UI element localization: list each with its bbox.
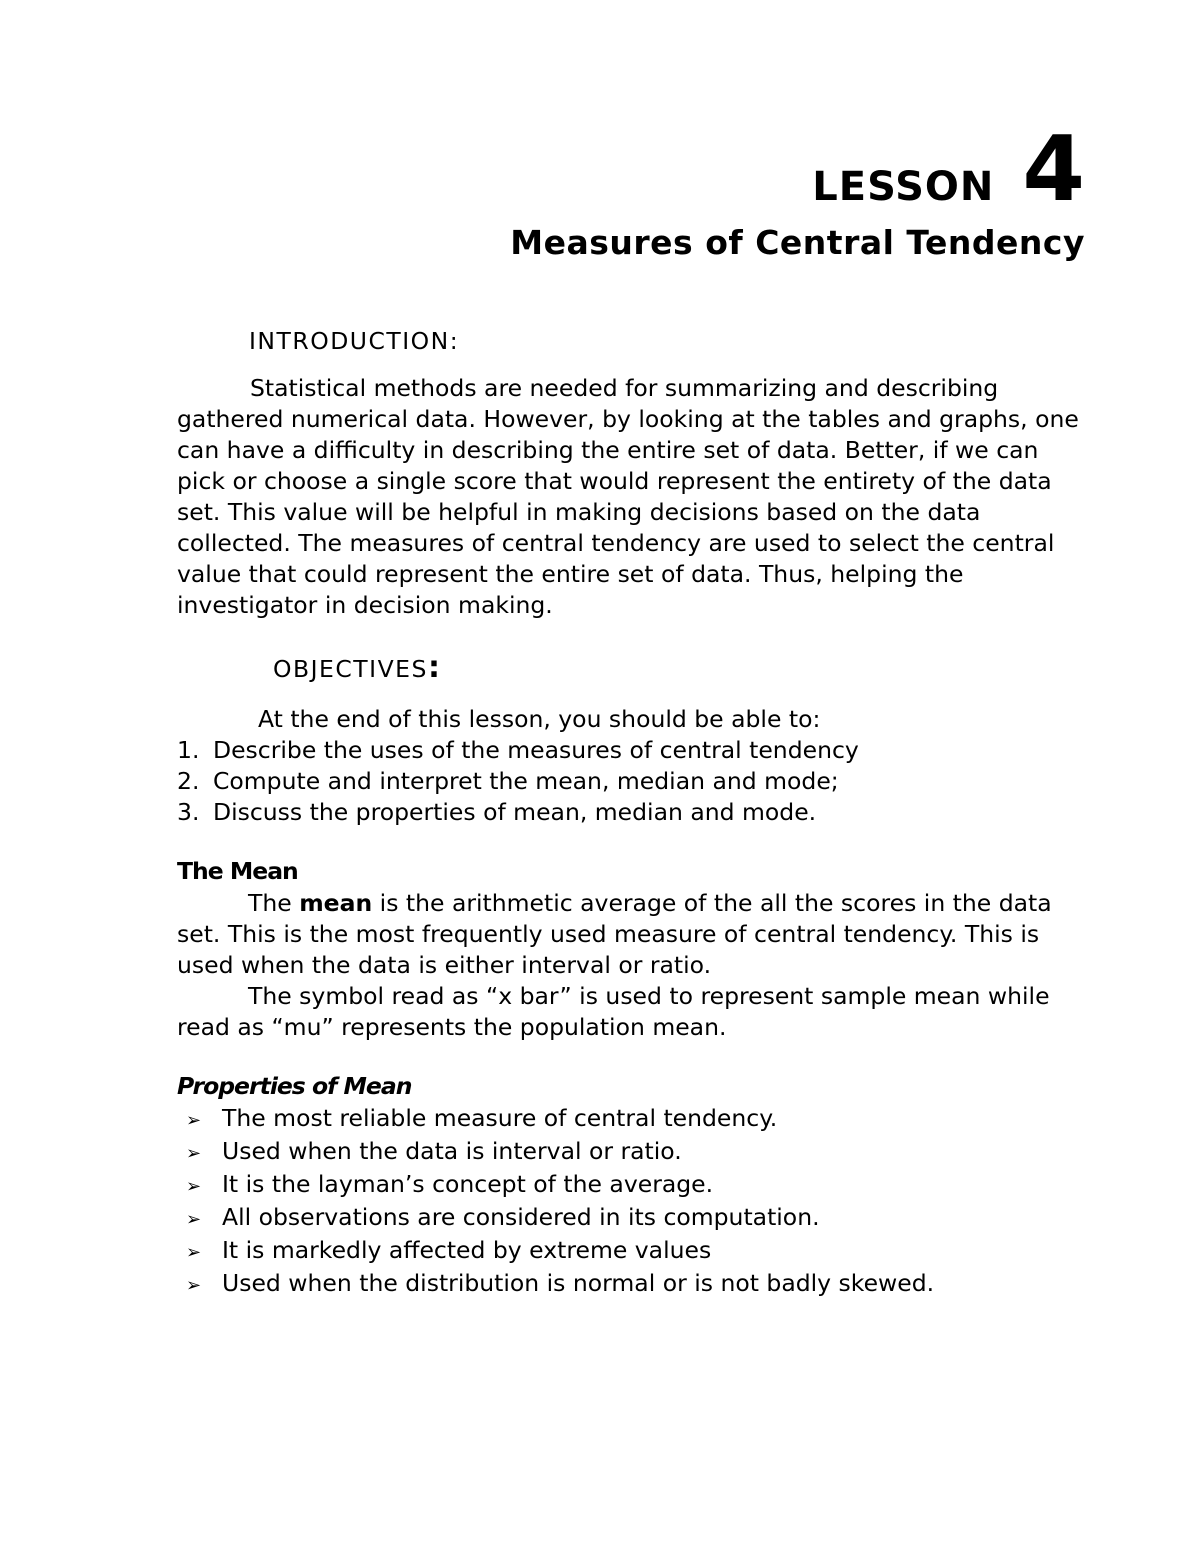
list-item-text: Used when the data is interval or ratio. bbox=[222, 1137, 682, 1165]
lesson-title-line bbox=[510, 117, 1085, 222]
objectives-heading-colon: : bbox=[427, 650, 442, 685]
list-item bbox=[186, 1136, 934, 1169]
list-item bbox=[186, 1235, 934, 1268]
list-item-text: Discuss the properties of mean, median and mode. bbox=[213, 798, 817, 826]
list-item-text: All observations are considered in its computation. bbox=[222, 1203, 820, 1231]
arrow-bullet-icon: ➢ bbox=[186, 1242, 202, 1263]
list-item bbox=[177, 766, 859, 797]
list-item bbox=[186, 1169, 934, 1202]
list-item bbox=[186, 1268, 934, 1301]
list-item-number: 1. bbox=[177, 736, 200, 764]
arrow-bullet-icon: ➢ bbox=[186, 1143, 202, 1164]
objectives-heading bbox=[273, 650, 441, 685]
list-item bbox=[177, 797, 859, 828]
list-item-text: Compute and interpret the mean, median and mode; bbox=[213, 767, 839, 795]
list-item-text: The most reliable measure of central tendency. bbox=[222, 1104, 778, 1132]
mean-para1-prefix: The bbox=[248, 889, 300, 917]
list-item bbox=[177, 735, 859, 766]
introduction-heading: INTRODUCTION: bbox=[249, 327, 460, 355]
list-item-number: 2. bbox=[177, 767, 200, 795]
list-item bbox=[186, 1103, 934, 1136]
mean-heading: The Mean bbox=[177, 857, 298, 885]
list-item-number: 3. bbox=[177, 798, 200, 826]
mean-paragraph-2: The symbol read as “x bar” is used to represent sample mean while read as “mu” represents the population mean. bbox=[177, 982, 1050, 1041]
objectives-heading-text: OBJECTIVES bbox=[273, 655, 428, 683]
arrow-bullet-icon: ➢ bbox=[186, 1110, 202, 1131]
list-item-text: It is the layman’s concept of the average. bbox=[222, 1170, 714, 1198]
mean-paragraph-1 bbox=[177, 888, 1092, 981]
arrow-bullet-icon: ➢ bbox=[186, 1209, 202, 1230]
introduction-paragraph: Statistical methods are needed for summarizing and describing gathered numerical data. However, by looking at the tables and graphs, one can have a difficulty in describing the entire set of data. Better, if we can pick or choose a single score that would represent the entirety of the data set. This value will be helpful in making decisions based on the data collected. The measures of central tendency are used to select the central value that could represent the entire set of data. Thus, helping the investigator in decision making. bbox=[177, 374, 1079, 619]
objectives-list bbox=[177, 735, 859, 828]
list-item bbox=[186, 1202, 934, 1235]
list-item-text: Describe the uses of the measures of central tendency bbox=[213, 736, 859, 764]
properties-heading: Properties of Mean bbox=[177, 1072, 412, 1100]
objectives-lead: At the end of this lesson, you should be able to: bbox=[258, 705, 821, 733]
lesson-label: LESSON bbox=[812, 164, 995, 210]
list-item-text: Used when the distribution is normal or is not badly skewed. bbox=[222, 1269, 935, 1297]
lesson-header bbox=[510, 117, 1085, 262]
lesson-subtitle: Measures of Central Tendency bbox=[510, 223, 1085, 262]
list-item-text: It is markedly affected by extreme values bbox=[222, 1236, 712, 1264]
mean-term: mean bbox=[299, 889, 373, 917]
mean-para1-suffix: is the arithmetic average of the all the scores in the data set. This is the most frequently used measure of central tendency. This is used when the data is either interval or ratio. bbox=[177, 889, 1052, 979]
properties-list bbox=[186, 1103, 934, 1301]
lesson-number: 4 bbox=[1022, 117, 1085, 222]
arrow-bullet-icon: ➢ bbox=[186, 1275, 202, 1296]
arrow-bullet-icon: ➢ bbox=[186, 1176, 202, 1197]
